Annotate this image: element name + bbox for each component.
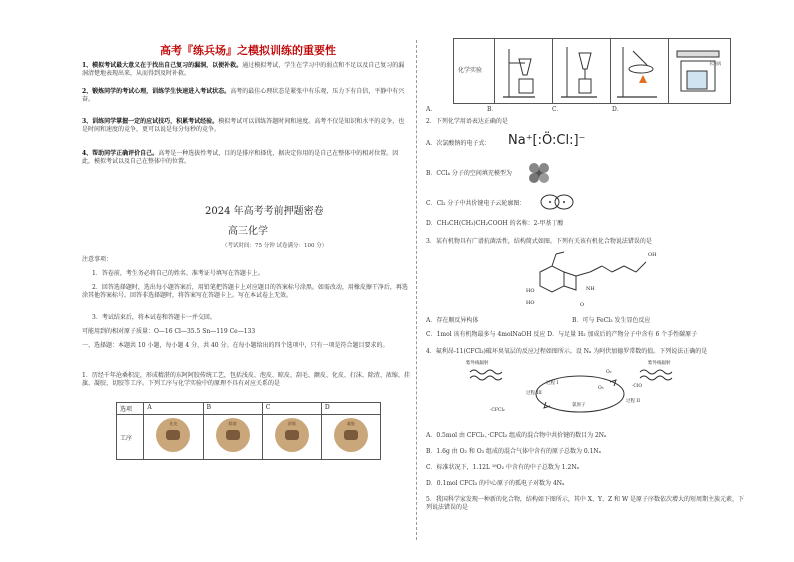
- q2-option-d: D．CH₃CH(CH₃)CH₂COOH 的名称：2-甲基丁酸: [426, 220, 564, 227]
- tip-4-body: 高考是一种选拔性考试，目的是排序和择优，据决定你用的是自己在整体中的相对位置。因此，模拟考试以及自己在整体中的位置。: [82, 150, 399, 165]
- q3-option-a: A．存在顺反异构体: [426, 317, 479, 324]
- step-label-d: 凝胶: [346, 421, 355, 426]
- chlorine-atom-label: 氯原子: [572, 403, 586, 408]
- q2-option-a: A．次氯酸钠的电子式：: [426, 140, 491, 147]
- cl2-orbital-icon: [540, 194, 574, 210]
- process-2-label: 过程 II: [626, 399, 640, 404]
- step-label-b: 除渣: [228, 421, 237, 426]
- step-image-a: [156, 418, 190, 452]
- cfcl2-label: ·CFCl₂: [490, 408, 505, 413]
- step-image-b: [216, 418, 250, 452]
- step-cell-c: [262, 415, 321, 460]
- tip-3: [82, 118, 410, 134]
- q3-nh-label: NH: [586, 286, 595, 292]
- question-4: 4．氟利昂-11(CFCl₃)破坏臭氧层的反应过程如图所示。设 Nₐ 为阿伏加德罗常数的值。下列说法正确的是: [426, 348, 708, 355]
- exam-title: 2024 年高考考前押题密卷: [205, 206, 324, 217]
- apparatus-b-icon: [553, 39, 611, 103]
- process-1-label: 过程 I: [546, 381, 559, 386]
- headline: 高考『练兵场』之模拟训练的重要性: [160, 44, 336, 57]
- process-table: [116, 402, 381, 460]
- process-3-label: 过程 III: [526, 391, 542, 396]
- q3-option-b: B．可与 FeCl₃ 发生显色反应: [572, 317, 651, 324]
- step-cell-b: [203, 415, 262, 460]
- q2-option-b: B．CCl₄ 分子的空间填充模型为: [426, 170, 512, 177]
- table-row-label: 工序: [117, 415, 144, 460]
- naclo-formula: Na⁺[:Ö:Cl:]⁻: [508, 133, 586, 148]
- q3-ho-label-1: HO: [526, 288, 535, 294]
- step-image-d: [334, 418, 368, 452]
- q3-option-cd: C．1mol 该有机物最多与 4molNaOH 反应 D．与足量 H₂ 加成后的产物分子中含有 6 个手性碳原子: [426, 331, 698, 338]
- table-header-b: B: [203, 403, 262, 415]
- q4-option-c: C．标准状况下，1.12L ¹⁸O₂ 中含有的中子总数为 1.2Nₐ: [426, 464, 579, 471]
- q3-o-label: O: [580, 302, 585, 308]
- q3-molecule-structure: [520, 252, 660, 310]
- question-5: 5．我国科学家发现一种新的化合物，结构如下图所示，其中 X、Y、Z 和 W 是原子序数依次增大的短周期主族元素，下列说法错误的是: [426, 496, 745, 511]
- apparatus-note: 水浴锅: [709, 61, 721, 66]
- q4-option-b: B．1.6g 由 O₂ 和 O₃ 组成的混合气体中含有的原子总数为 0.1Nₐ: [426, 448, 601, 455]
- question-1: 1．历经千年沧桑积淀，形成精湛的东阿阿胶传统工艺，包括浅皮、泡皮、晾皮、刮毛、颤皮、化皮、打沫、除渣、浓缩、挂旗、凝胶、切胶等工序。下列工序与化学实验中的原理不具有对应关系的是: [82, 372, 410, 387]
- table-header-a: A: [144, 403, 203, 415]
- question-2: 2．下列化学用语表达正确的是: [426, 118, 508, 125]
- table-header-d: D: [321, 403, 380, 415]
- notice-3: 3．考试结束后，将本试卷和答题卡一并交回。: [92, 314, 216, 321]
- step-cell-d: [321, 415, 380, 460]
- apparatus-d: [668, 39, 731, 103]
- clo-label: ·ClO: [632, 384, 643, 389]
- q2-option-c: C．Cl₂ 分子中共价键电子云轮廓图：: [426, 200, 526, 207]
- tip-1-body: 通过模拟考试，学生在学习中的弱点和不足以及自己复习的漏洞清楚地表现出来，从而得到及时补救。: [82, 62, 405, 77]
- apparatus-option-c: C．: [552, 106, 563, 113]
- notice-heading: 注意事项：: [82, 256, 113, 263]
- o3-label: O₃: [598, 386, 604, 391]
- notice-2: 2．回答选择题时，选出每小题答案后，用铅笔把答题卡上对应题目的答案标号涂黑。如需改动，用橡皮擦干净后，再选涂其他答案标号。回答非选择题时，将答案写在答题卡上。写在本试卷上无效。: [82, 284, 408, 299]
- tip-2-body: 高考的最佳心理状态是紧张中有乐观，压力下有自信，平静中有兴奋。: [82, 88, 405, 103]
- tip-4: [82, 150, 410, 166]
- section-one: 一、选择题：本题共 10 小题，每小题 4 分，共 40 分。在每小题给出的四个选项中，只有一项是符合题目要求的。: [82, 342, 389, 349]
- q3-ho-label-2: HO: [526, 300, 535, 306]
- step-image-c: [275, 418, 309, 452]
- uv-label-right: 紫外线辐射: [648, 361, 671, 366]
- ozone-cycle-diagram: [470, 362, 720, 424]
- apparatus-c: [610, 39, 669, 103]
- q3-oh-label: OH: [648, 252, 657, 258]
- tip-1-lead: 1、模拟考试最大意义在于找出自己复习的漏洞，以便补救。: [82, 62, 243, 69]
- tip-3-lead: 3、训练同学掌握一定的应试技巧，积累考试经验。: [82, 118, 219, 125]
- notice-1: 1．答卷前，考生务必将自己的姓名、准考证号填写在答题卡上。: [92, 270, 264, 277]
- table-header-c: C: [262, 403, 321, 415]
- tip-3-body: 模拟考试可以训练答题时间和速度。高考不仅是知识和水平的竞争，也是时间和速度的竞争，更可以说是每分每秒的竞争。: [82, 118, 405, 133]
- column-divider: [416, 40, 417, 540]
- tip-2: [82, 88, 410, 104]
- apparatus-a-icon: [495, 39, 553, 103]
- apparatus-b: [552, 39, 611, 103]
- ccl4-model-icon: [528, 162, 550, 184]
- step-cell-a: [144, 415, 203, 460]
- step-label-a: 化皮: [169, 421, 178, 426]
- apparatus-a: [494, 39, 553, 103]
- tip-1: [82, 62, 410, 78]
- exam-meta: （考试时间：75 分钟 试卷满分：100 分）: [222, 243, 328, 249]
- apparatus-option-d: D．: [612, 106, 623, 113]
- question-3: 3．某有机物具有广谱抗菌活性，结构简式如图。下列有关该有机化合物说法错误的是: [426, 238, 652, 245]
- q4-option-a: A．0.5mol 由 CFCl₃、·CFCl₂ 组成的混合物中共价键的数目为 2Nₐ: [426, 432, 607, 439]
- apparatus-d-icon: [669, 39, 731, 103]
- step-label-c: 浓缩: [287, 421, 296, 426]
- q4-option-d: D．0.1mol CFCl₃ 的中心原子的孤电子对数为 4Nₐ: [426, 480, 565, 487]
- uv-label-left: 紫外线辐射: [466, 361, 489, 366]
- apparatus-option-a: A．: [426, 106, 437, 113]
- atomic-masses: 可能用到的相对原子质量：O—16 Cl—35.5 Sn—119 Ce—133: [82, 328, 256, 335]
- apparatus-c-icon: [611, 39, 669, 103]
- apparatus-table: [453, 38, 731, 104]
- tip-2-lead: 2、锻炼同学的考试心理，训练学生快速进入考试状态。: [82, 88, 231, 95]
- table-header-option: 选项: [117, 403, 144, 415]
- apparatus-label: 化学实验: [458, 67, 483, 74]
- apparatus-option-b: B．: [487, 106, 498, 113]
- exam-subject: 高三化学: [228, 226, 268, 237]
- tip-4-lead: 4、帮助同学正确评价自己。: [82, 150, 159, 157]
- o2-label: O₂: [606, 370, 612, 375]
